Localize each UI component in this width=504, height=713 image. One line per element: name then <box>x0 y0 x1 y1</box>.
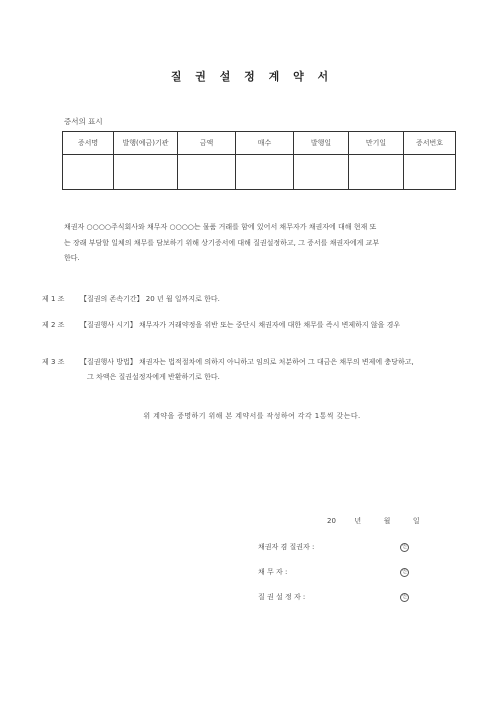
article-number: 제 2 조 <box>42 321 65 329</box>
article-text: 【질권의 존속기간】 20 년 월 일까지로 한다. <box>80 295 220 303</box>
table-header-row <box>63 132 456 155</box>
date-year: 20 <box>327 517 336 525</box>
article-1 <box>42 294 220 304</box>
date-day-unit: 일 <box>412 517 420 525</box>
header-cell: 발행일 <box>294 132 349 155</box>
table-cell <box>63 155 114 190</box>
header-cell: 발행(예금)기관 <box>114 132 178 155</box>
table-cell <box>178 155 236 190</box>
intro-line: 한다. <box>64 254 80 262</box>
seal-icon: 인 <box>400 592 409 602</box>
signing-date <box>327 516 420 526</box>
article-text: 【질권행사 방법】 채권자는 법적절차에 의하지 아니하고 임의로 처분하여 그 대금은 채무의 변제에 충당하고, <box>80 358 414 366</box>
article-2 <box>42 320 400 330</box>
document-title: 질 권 설 정 계 약 서 <box>170 70 334 83</box>
article-3 <box>42 357 414 367</box>
party-creditor-label: 채권자 겸 질권자 : <box>258 543 315 551</box>
date-month-unit: 월 <box>383 517 391 525</box>
party-debtor-label: 채 무 자 : <box>258 568 288 576</box>
header-cell: 만기일 <box>349 132 404 155</box>
table-cell <box>114 155 178 190</box>
intro-paragraph <box>64 220 456 267</box>
header-cell: 매수 <box>236 132 294 155</box>
security-table <box>62 131 456 190</box>
party-pledgor-label: 질 권 설 정 자 : <box>258 593 306 601</box>
section-label: 증서의 표시 <box>64 117 103 126</box>
header-cell: 증서번호 <box>404 132 456 155</box>
intro-line: 는 장래 부담할 일체의 채무를 담보하기 위해 상기증서에 대해 질권설정하고, 그 증서를 채권자에게 교부 <box>64 238 380 247</box>
date-year-unit: 년 <box>354 517 362 525</box>
table-row <box>63 155 456 190</box>
table-cell <box>349 155 404 190</box>
closing-statement: 위 계약을 증명하기 위해 본 계약서를 작성하여 각각 1통씩 갖는다. <box>143 412 361 420</box>
header-cell: 금액 <box>178 132 236 155</box>
article-text: 【질권행사 시기】 채무자가 거래약정을 위반 또는 중단시 채권자에 대한 채무를 즉시 변제하지 않을 경우 <box>80 321 401 329</box>
table-cell <box>404 155 456 190</box>
article-number: 제 1 조 <box>42 295 65 303</box>
seal-icon: 인 <box>400 542 409 552</box>
seal-icon: 인 <box>400 567 409 577</box>
table-cell <box>236 155 294 190</box>
table-cell <box>294 155 349 190</box>
article-3-continuation: 그 차액은 질권설정자에게 반환하기로 한다. <box>87 373 220 381</box>
intro-line: 채권자 ○○○○주식회사와 채무자 ○○○○는 물품 거래를 함에 있어서 채무자가 채권자에 대해 현재 또 <box>64 223 377 231</box>
header-cell: 증서명 <box>63 132 114 155</box>
article-number: 제 3 조 <box>42 358 65 366</box>
